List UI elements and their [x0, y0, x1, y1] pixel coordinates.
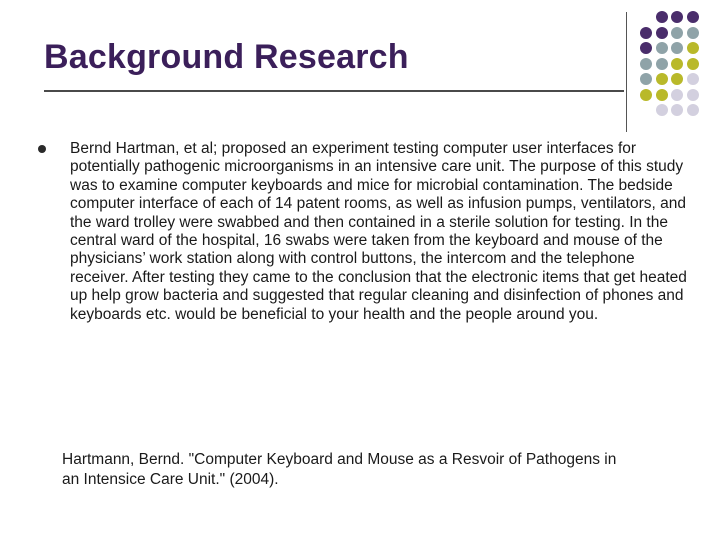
- decorative-dot: [687, 104, 699, 116]
- slide-title: Background Research: [44, 38, 409, 76]
- decorative-dot: [656, 89, 668, 101]
- decorative-dot: [687, 73, 699, 85]
- decorative-dot: [656, 58, 668, 70]
- citation: Hartmann, Bernd. "Computer Keyboard and Mouse as a Resvoir of Pathogens in an Intensice Care Unit." (2004).: [62, 451, 617, 488]
- decorative-dot: [671, 11, 683, 23]
- decorative-dot: [640, 27, 652, 39]
- decorative-dot: [640, 58, 652, 70]
- decorative-dot-grid: [640, 11, 720, 121]
- decorative-dot: [687, 11, 699, 23]
- decorative-dot: [671, 42, 683, 54]
- title-underline: [44, 90, 624, 92]
- decorative-dot: [656, 42, 668, 54]
- decorative-dot: [687, 27, 699, 39]
- bullet-dot-icon: [38, 145, 46, 153]
- decorative-dot: [687, 89, 699, 101]
- bullet-list: [38, 140, 688, 324]
- decorative-dot: [687, 42, 699, 54]
- decorative-dot: [671, 58, 683, 70]
- decorative-dot: [656, 73, 668, 85]
- decorative-dot: [671, 73, 683, 85]
- decorative-dot: [671, 27, 683, 39]
- bullet-item: [38, 140, 688, 324]
- decorative-dot: [656, 104, 668, 116]
- decorative-dot: [687, 58, 699, 70]
- decorative-dot: [640, 73, 652, 85]
- decorative-dot: [671, 89, 683, 101]
- decorative-dot: [656, 11, 668, 23]
- decorative-vertical-line: [626, 12, 627, 132]
- decorative-dot: [640, 42, 652, 54]
- decorative-dot: [640, 89, 652, 101]
- bullet-text: Bernd Hartman, et al; proposed an experiment testing computer user interfaces for potentially pathogenic microorganisms in an intensive care unit. The purpose of this study was to examine computer keyboards and mice for microbial contamination. The bedside computer interface of each of 14 patent rooms, as well as infusion pumps, ventilators, and the ward trolley were swabbed and then contained in a sterile solution for testing. In the central ward of the hospital, 16 swabs were taken from the keyboard and mouse of the physicians’ work station along with control buttons, the intercom and the telephone receiver. After testing they came to the conclusion that the electronic items that get heated up help grow bacteria and suggested that regular cleaning and disinfection of phones and keyboards etc. would be beneficial to your health and the people around you.: [70, 140, 687, 323]
- decorative-dot: [671, 104, 683, 116]
- decorative-dot: [656, 27, 668, 39]
